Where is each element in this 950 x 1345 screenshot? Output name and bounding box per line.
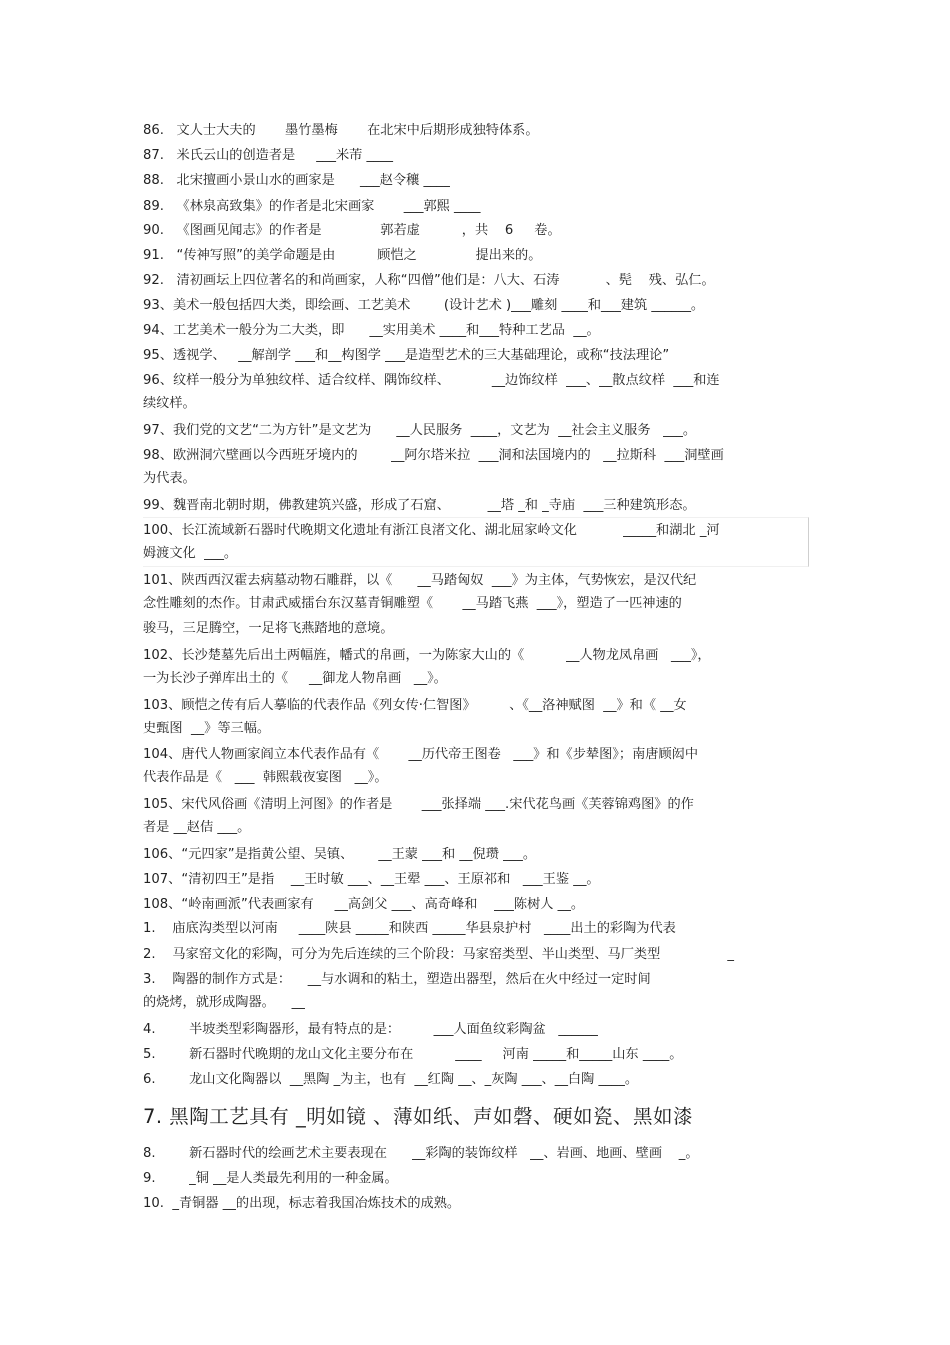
line-q10: 10. _青铜器 __的出现，标志着我国冶炼技术的成熟。 [143, 1196, 461, 1211]
line-q6: 6. 龙山文化陶器以 __黑陶 _为主，也有 __红陶 __、_灰陶 ___、__白陶 ____。 [143, 1072, 639, 1087]
line-88: 88. 北宋擅画小景山水的画家是 ___赵令穰 ____ [143, 173, 450, 188]
line-104b: 代表作品是《 ___ 韩熙载夜宴图 __》。 [143, 770, 388, 785]
line-91: 91. “传神写照”的美学命题是由 顾恺之 提出来的。 [143, 248, 542, 263]
line-105a: 105、宋代风俗画《清明上河图》的作者是 ___张择端 ___.宋代花鸟画《芙蓉锦鸡图》的作 [143, 797, 694, 812]
line-104a: 104、唐代人物画家阎立本代表作品有《 __历代帝王图卷 ___》和《步辇图》；南唐顾闳中 [143, 747, 699, 762]
line-95: 95、透视学、 __解剖学 ___和__构图学 ___是造型艺术的三大基础理论，或称“技法理论” [143, 348, 670, 363]
line-101a: 101、陕西西汉霍去病墓动物石雕群，以《 __马踏匈奴 ___》为主体，气势恢宏，是汉代纪 [143, 573, 697, 588]
line-102b: 一为长沙子弹库出土的《 __御龙人物帛画 __》。 [143, 671, 447, 686]
line-107: 107、“清初四王”是指 __王时敏 ___、__王翚 ___、王原祁和 ___王鉴 __。 [143, 872, 600, 887]
line-100b: 姆渡文化 ___。 [143, 546, 238, 561]
line-87: 87. 米氏云山的创造者是 ___米芾 ____ [143, 148, 393, 163]
line-96b: 续纹样。 [143, 396, 196, 411]
line-86: 86. 文人士大夫的 墨竹墨梅 在北宋中后期形成独特体系。 [143, 123, 539, 138]
line-102a: 102、长沙楚墓先后出土两幅旌，幡式的帛画，一为陈家大山的《 __人物龙凤帛画 ___》， [143, 648, 711, 663]
line-q4: 4. 半坡类型彩陶器形，最有特点的是： ___人面鱼纹彩陶盆 ______ [143, 1022, 598, 1037]
line-101c: 骏马，三足腾空，一足将飞燕踏地的意境。 [143, 621, 394, 636]
line-97: 97、我们党的文艺“二为方针”是文艺为 __人民服务 ____，文艺为 __社会主义服务 ___。 [143, 423, 697, 438]
line-106: 106、“元四家”是指黄公望、吴镇、 __王蒙 ___和 __倪瓒 ___。 [143, 847, 537, 862]
line-89: 89. 《林泉高致集》的作者是北宋画家 ___郭熙 ____ [143, 199, 481, 214]
line-q9: 9. _铜 __是人类最先利用的一种金属。 [143, 1171, 398, 1186]
line-q7: 7. 黑陶工艺具有 _明如镜 、薄如纸、声如磬、硬如瓷、黑如漆 [143, 1105, 693, 1128]
line-q3a: 3. 陶器的制作方式是： __与水调和的粘土，塑造出器型，然后在火中经过一定时间 [143, 972, 651, 987]
line-99: 99、魏晋南北朝时期，佛教建筑兴盛，形成了石窟、 __塔 _和 _寺庙 ___三种建筑形态。 [143, 498, 696, 513]
line-93: 93、美术一般包括四大类，即绘画、工艺美术 (设计艺术 )___雕刻 ____和___建筑 ______。 [143, 298, 705, 313]
line-92: 92. 清初画坛上四位著名的和尚画家，人称“四僧”他们是：八大、石涛 、髡 残、弘仁。 [143, 273, 715, 288]
line-96a: 96、纹样一般分为单独纹样、适合纹样、隅饰纹样、 __边饰纹样 ___、__散点纹样 ___和连 [143, 373, 720, 388]
line-q8: 8. 新石器时代的绘画艺术主要表现在 __彩陶的装饰纹样 __、岩画、地画、壁画 _。 [143, 1146, 699, 1161]
line-101b: 念性雕刻的杰作。甘肃武威擂台东汉墓青铜雕塑《 __马踏飞燕 ___》，塑造了一匹神速的 [143, 596, 682, 611]
line-q3b: 的烧烤，就形成陶器。 __ [143, 995, 305, 1010]
line-103a: 103、顾恺之传有后人摹临的代表作品《列女传·仁智图》 、《__洛神赋图 __》和《 __女 [143, 698, 687, 713]
line-q5: 5. 新石器时代晚期的龙山文化主要分布在 ____ 河南 _____和_____山东 ____。 [143, 1047, 683, 1062]
line-108: 108、“岭南画派”代表画家有 __高剑父 ___、高奇峰和 ___陈树人 __。 [143, 897, 585, 912]
line-105b: 者是 __赵佶 ___。 [143, 820, 251, 835]
line-90: 90. 《图画见闻志》的作者是 郭若虚 ，共 6 卷。 [143, 223, 561, 238]
line-98b: 为代表。 [143, 471, 196, 486]
line-98a: 98、欧洲洞穴壁画以今西班牙境内的 __阿尔塔米拉 ___洞和法国境内的 __拉斯科 ___洞壁画 [143, 448, 724, 463]
line-103b: 史甄图 __》等三幅。 [143, 721, 271, 736]
line-q2: 2. 马家窑文化的彩陶，可分为先后连续的三个阶段：马家窑类型、半山类型、马厂类型 _ [143, 947, 734, 962]
line-100a: 100、长江流域新石器时代晚期文化遗址有浙江良渚文化、湖北屈家岭文化 _____和湖北 _河 [143, 523, 720, 538]
line-q1: 1. 庙底沟类型以河南 ____陕县 _____和陕西 _____华县泉护村 ____出土的彩陶为代表 [143, 921, 676, 936]
line-94: 94、工艺美术一般分为二大类，即 __实用美术 ____和___特种工艺品 __。 [143, 323, 600, 338]
